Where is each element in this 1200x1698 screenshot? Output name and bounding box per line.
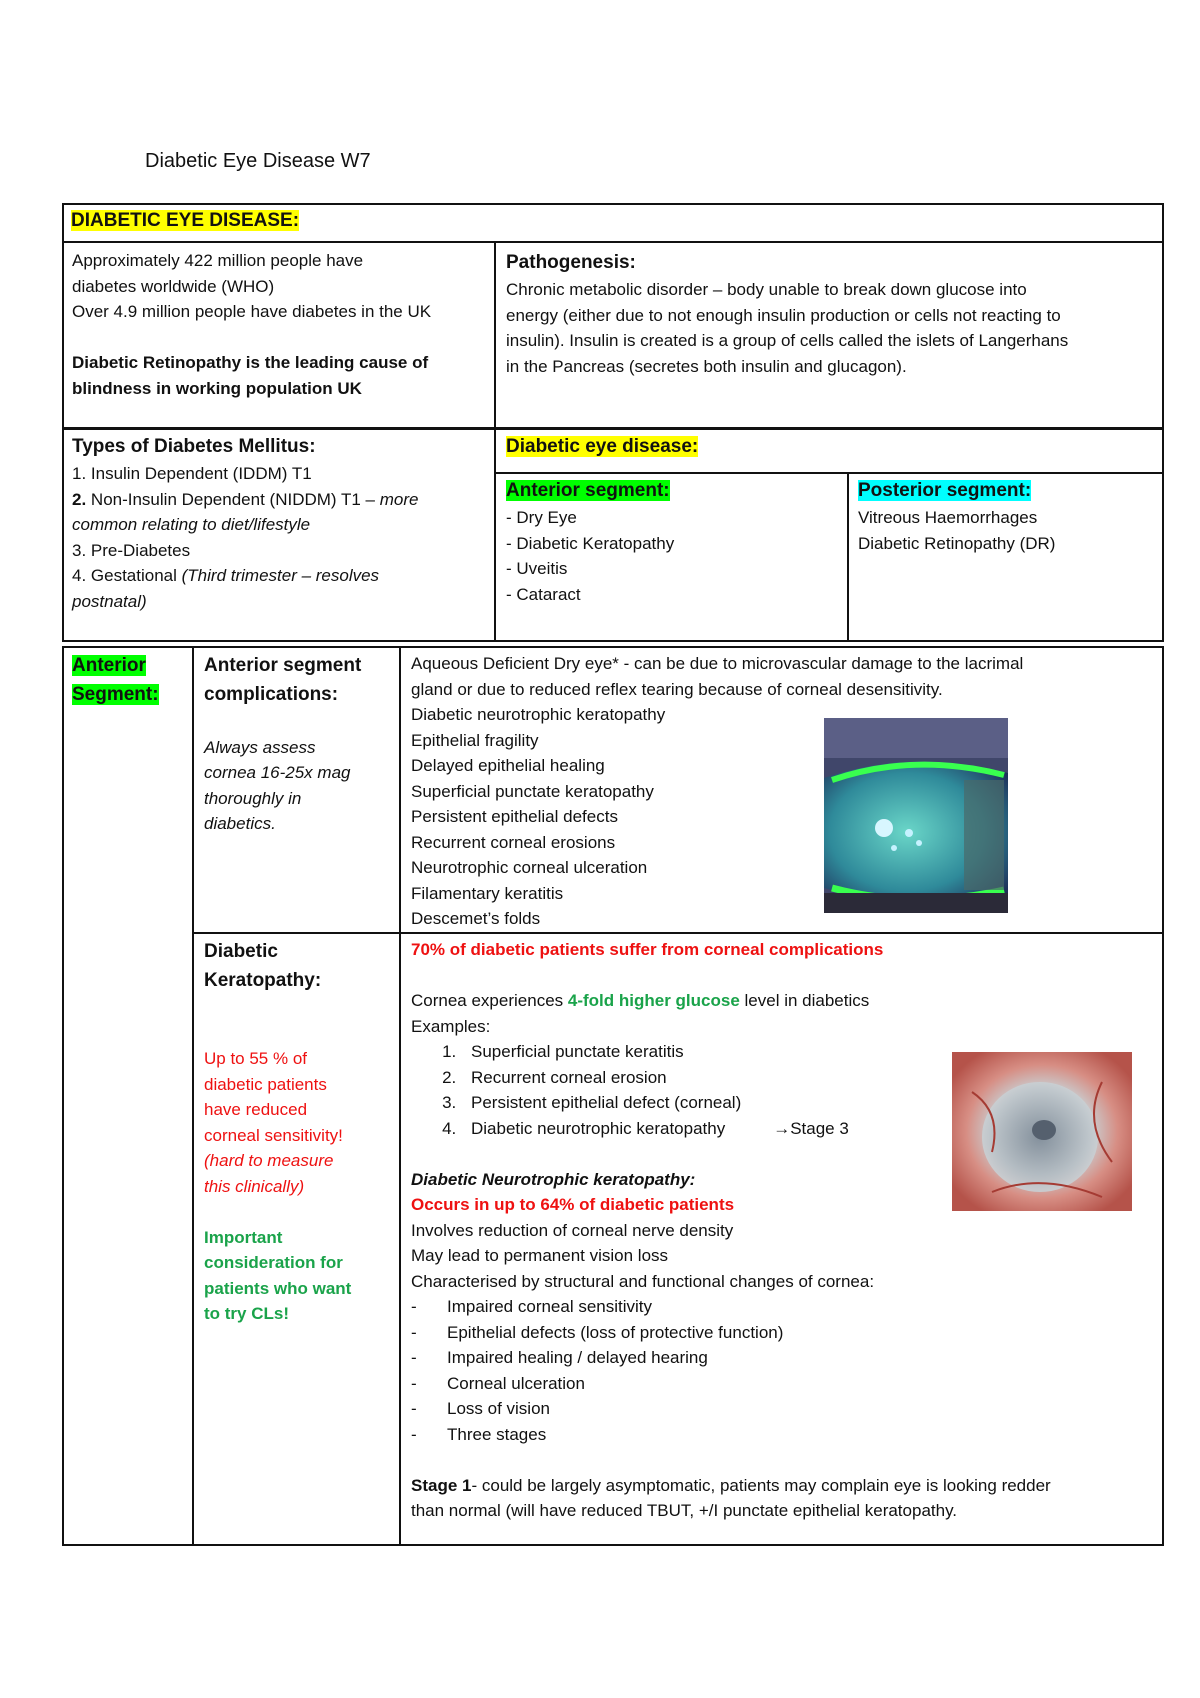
column-divider bbox=[847, 472, 849, 642]
eye-disease-title: Diabetic eye disease: bbox=[506, 436, 699, 457]
type-item: 1. Insulin Dependent (IDDM) T1 bbox=[72, 464, 312, 483]
dnk-feature: - Corneal ulceration bbox=[411, 1371, 1051, 1397]
dnk-feature-list bbox=[411, 1294, 1051, 1447]
complication-item: Epithelial fragility bbox=[411, 730, 539, 750]
sensitivity-note: have reduced bbox=[204, 1100, 308, 1119]
anterior-item: - Dry Eye bbox=[506, 508, 577, 527]
type-item-continued: common relating to diet/lifestyle bbox=[72, 515, 311, 534]
row-divider bbox=[62, 241, 1164, 243]
complication-item: Neurotrophic corneal ulceration bbox=[411, 858, 648, 877]
dnk-line: Involves reduction of corneal nerve density bbox=[411, 1220, 734, 1240]
sensitivity-note: corneal sensitivity! bbox=[204, 1125, 343, 1145]
row-divider bbox=[62, 427, 1164, 430]
anterior-item: - Cataract bbox=[506, 584, 581, 604]
overview-bold-line: Diabetic Retinopathy is the leading cause of bbox=[72, 353, 429, 372]
complication-item: Persistent epithelial defects bbox=[411, 807, 618, 826]
keratopathy-detail-cell bbox=[411, 937, 1051, 1524]
neurotrophic-keratopathy-photo bbox=[952, 1052, 1132, 1211]
example-item: 1. Superficial punctate keratitis bbox=[461, 1039, 1051, 1065]
document-title: Diabetic Eye Disease W7 bbox=[145, 150, 371, 172]
sensitivity-note: diabetic patients bbox=[204, 1074, 327, 1094]
overview-cell bbox=[72, 248, 431, 401]
section-label-line: Segment: bbox=[72, 684, 159, 705]
overview-line: diabetes worldwide (WHO) bbox=[72, 276, 275, 296]
banner-row bbox=[71, 208, 299, 234]
examples-label: Examples: bbox=[411, 1016, 491, 1036]
complications-intro: Aqueous Deficient Dry eye* - can be due to microvascular damage to the lacrimal bbox=[411, 654, 1024, 673]
complications-note: thoroughly in bbox=[204, 788, 302, 808]
complication-item: Filamentary keratitis bbox=[411, 883, 564, 903]
dnk-feature: - Impaired corneal sensitivity bbox=[411, 1294, 1051, 1320]
anterior-item: - Uveitis bbox=[506, 559, 568, 578]
row-divider bbox=[192, 932, 1164, 934]
keratopathy-label-cell bbox=[204, 937, 351, 1327]
type-item: 3. Pre-Diabetes bbox=[72, 540, 191, 560]
column-divider bbox=[192, 646, 194, 1546]
complication-item: Descemet’s folds bbox=[411, 909, 541, 928]
pathogenesis-title: Pathogenesis: bbox=[506, 252, 636, 273]
dnk-line: Characterised by structural and functional changes of cornea: bbox=[411, 1271, 875, 1291]
complications-note: Always assess bbox=[204, 737, 316, 757]
dnk-feature: - Loss of vision bbox=[411, 1396, 1051, 1422]
section-label bbox=[72, 651, 159, 709]
keratopathy-title: Keratopathy: bbox=[204, 970, 322, 991]
pathogenesis-line: in the Pancreas (secretes both insulin and glucagon). bbox=[506, 356, 907, 376]
overview-line: Approximately 422 million people have bbox=[72, 251, 364, 270]
pathogenesis-line: insulin). Insulin is created is a group of cells called the islets of Langerhans bbox=[506, 331, 1069, 350]
cl-consideration-note: to try CLs! bbox=[204, 1304, 289, 1323]
cl-consideration-note: Important bbox=[204, 1227, 283, 1247]
complications-intro: gland or due to reduced reflex tearing because of corneal desensitivity. bbox=[411, 679, 943, 699]
cl-consideration-note: patients who want bbox=[204, 1278, 352, 1298]
column-divider bbox=[494, 241, 496, 642]
glucose-line: Cornea experiences 4-fold higher glucose level in diabetics bbox=[411, 991, 870, 1010]
sensitivity-note-italic: (hard to measure bbox=[204, 1151, 334, 1170]
stage-reference: Stage 3 bbox=[790, 1118, 849, 1138]
stage1-line: than normal (will have reduced TBUT, +/I punctate epithelial keratopathy. bbox=[411, 1501, 958, 1520]
complication-item: Delayed epithelial healing bbox=[411, 756, 605, 775]
pathogenesis-cell bbox=[506, 248, 1068, 379]
anterior-segment-title: Anterior segment: bbox=[506, 480, 670, 501]
column-divider bbox=[399, 646, 401, 1546]
type-item: 2. Non-Insulin Dependent (NIDDM) T1 – more bbox=[72, 489, 419, 509]
complications-cell bbox=[204, 651, 361, 837]
dnk-feature: - Impaired healing / delayed hearing bbox=[411, 1345, 1051, 1371]
section-label-line: Anterior bbox=[72, 655, 146, 676]
posterior-segment-title: Posterior segment: bbox=[858, 480, 1032, 501]
anterior-segment-cell bbox=[506, 476, 674, 607]
dnk-line: May lead to permanent vision loss bbox=[411, 1246, 669, 1265]
complications-note: diabetics. bbox=[204, 814, 276, 833]
overview-bold-line: blindness in working population UK bbox=[72, 378, 362, 398]
type-item: 4. Gestational (Third trimester – resolves bbox=[72, 566, 380, 585]
complication-item: Recurrent corneal erosions bbox=[411, 832, 616, 852]
dnk-title: Diabetic Neurotrophic keratopathy: bbox=[411, 1169, 696, 1189]
pathogenesis-line: Chronic metabolic disorder – body unable to break down glucose into bbox=[506, 280, 1027, 299]
complication-item: Diabetic neurotrophic keratopathy bbox=[411, 705, 666, 724]
types-cell bbox=[72, 432, 418, 614]
complications-title: complications: bbox=[204, 684, 339, 705]
anterior-item: - Diabetic Keratopathy bbox=[506, 533, 675, 553]
posterior-segment-cell bbox=[858, 476, 1055, 556]
example-item: 2. Recurrent corneal erosion bbox=[461, 1065, 1051, 1091]
posterior-item: Vitreous Haemorrhages bbox=[858, 508, 1038, 527]
posterior-item: Diabetic Retinopathy (DR) bbox=[858, 533, 1056, 553]
complications-title: Anterior segment bbox=[204, 655, 362, 676]
fluorescein-eye-photo bbox=[824, 718, 1008, 913]
example-item: 4. Diabetic neurotrophic keratopathy →Stage 3 bbox=[461, 1116, 1051, 1142]
row-divider bbox=[495, 472, 1164, 474]
arrow-icon: → bbox=[773, 1118, 791, 1138]
corneal-complication-stat: 70% of diabetic patients suffer from corneal complications bbox=[411, 940, 884, 959]
dnk-stat: Occurs in up to 64% of diabetic patients bbox=[411, 1195, 735, 1214]
complication-item: Superficial punctate keratopathy bbox=[411, 781, 654, 801]
dnk-feature: - Three stages bbox=[411, 1422, 1051, 1448]
keratopathy-title: Diabetic bbox=[204, 941, 278, 962]
pathogenesis-line: energy (either due to not enough insulin production or cells not reacting to bbox=[506, 305, 1061, 325]
types-title: Types of Diabetes Mellitus: bbox=[72, 436, 316, 457]
stage1-line: Stage 1- could be largely asymptomatic, patients may complain eye is looking redder bbox=[411, 1475, 1051, 1495]
type-item-continued: postnatal) bbox=[72, 591, 147, 611]
dnk-feature: - Epithelial defects (loss of protective function) bbox=[411, 1320, 1051, 1346]
eye-disease-cell bbox=[506, 432, 698, 461]
overview-line: Over 4.9 million people have diabetes in the UK bbox=[72, 302, 432, 321]
sensitivity-note: Up to 55 % of bbox=[204, 1049, 308, 1068]
sensitivity-note-italic: this clinically) bbox=[204, 1176, 305, 1196]
cl-consideration-note: consideration for bbox=[204, 1253, 343, 1272]
banner-heading: DIABETIC EYE DISEASE: bbox=[71, 210, 300, 231]
complications-note: cornea 16-25x mag bbox=[204, 763, 351, 782]
example-item: 3. Persistent epithelial defect (corneal) bbox=[461, 1090, 1051, 1116]
